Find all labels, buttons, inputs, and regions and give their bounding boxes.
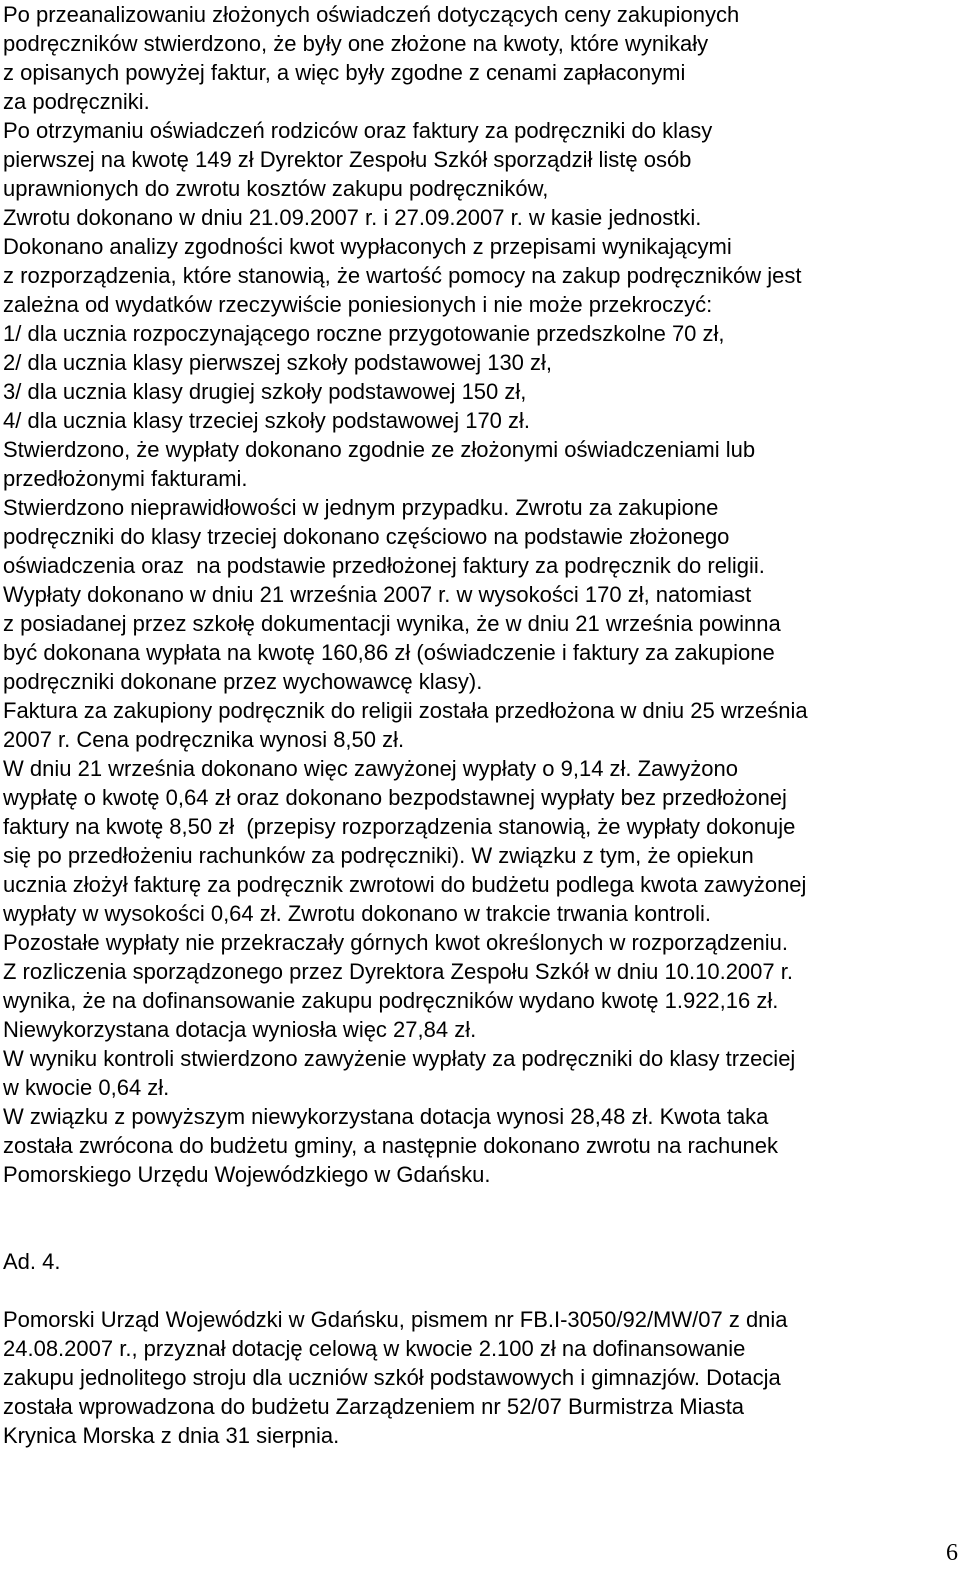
text-line: uprawnionych do zwrotu kosztów zakupu podręczników,: [3, 176, 549, 201]
blank-line: [3, 1189, 953, 1218]
text-line: 3/ dla ucznia klasy drugiej szkoły podstawowej 150 zł,: [3, 379, 527, 404]
text-line: Krynica Morska z dnia 31 sierpnia.: [3, 1423, 340, 1448]
document-body: [3, 0, 953, 1450]
text-line: faktury na kwotę 8,50 zł (przepisy rozporządzenia stanowią, że wypłaty dokonuje: [3, 814, 796, 839]
text-line: przedłożonymi fakturami.: [3, 466, 248, 491]
text-line: z posiadanej przez szkołę dokumentacji wynika, że w dniu 21 września powinna: [3, 611, 781, 636]
text-line: 4/ dla ucznia klasy trzeciej szkoły podstawowej 170 zł.: [3, 408, 531, 433]
text-line: Zwrotu dokonano w dniu 21.09.2007 r. i 27.09.2007 r. w kasie jednostki.: [3, 205, 702, 230]
text-line: Stwierdzono nieprawidłowości w jednym przypadku. Zwrotu za zakupione: [3, 495, 719, 520]
text-line: Z rozliczenia sporządzonego przez Dyrektora Zespołu Szkół w dniu 10.10.2007 r.: [3, 959, 793, 984]
text-line: Po otrzymaniu oświadczeń rodziców oraz faktury za podręczniki do klasy: [3, 118, 713, 143]
blank-line: [3, 1218, 953, 1247]
section-heading: Ad. 4.: [3, 1249, 61, 1274]
text-line: Dokonano analizy zgodności kwot wypłaconych z przepisami wynikającymi: [3, 234, 732, 259]
text-line: została zwrócona do budżetu gminy, a następnie dokonano zwrotu na rachunek: [3, 1133, 778, 1158]
text-line: wypłatę o kwotę 0,64 zł oraz dokonano bezpodstawnej wypłaty bez przedłożonej: [3, 785, 787, 810]
text-line: Po przeanalizowaniu złożonych oświadczeń dotyczących ceny zakupionych: [3, 2, 740, 27]
text-line: 1/ dla ucznia rozpoczynającego roczne przygotowanie przedszkolne 70 zł,: [3, 321, 725, 346]
blank-line: [3, 1276, 953, 1305]
text-line: Faktura za zakupiony podręcznik do religii została przedłożona w dniu 25 września: [3, 698, 808, 723]
text-line: została wprowadzona do budżetu Zarządzeniem nr 52/07 Burmistrza Miasta: [3, 1394, 745, 1419]
text-line: 2007 r. Cena podręcznika wynosi 8,50 zł.: [3, 727, 405, 752]
text-line: Pomorski Urząd Wojewódzki w Gdańsku, pismem nr FB.I-3050/92/MW/07 z dnia: [3, 1307, 788, 1332]
text-line: być dokonana wypłata na kwotę 160,86 zł (oświadczenie i faktury za zakupione: [3, 640, 775, 665]
text-line: podręczników stwierdzono, że były one złożone na kwoty, które wynikały: [3, 31, 709, 56]
text-line: Pomorskiego Urzędu Wojewódzkiego w Gdańsku.: [3, 1162, 491, 1187]
text-line: oświadczenia oraz na podstawie przedłożonej faktury za podręcznik do religii.: [3, 553, 765, 578]
text-line: zależna od wydatków rzeczywiście poniesionych i nie może przekroczyć:: [3, 292, 713, 317]
text-line: Stwierdzono, że wypłaty dokonano zgodnie ze złożonymi oświadczeniami lub: [3, 437, 756, 462]
text-line: się po przedłożeniu rachunków za podręczniki). W związku z tym, że opiekun: [3, 843, 754, 868]
text-line: wypłaty w wysokości 0,64 zł. Zwrotu dokonano w trakcie trwania kontroli.: [3, 901, 711, 926]
text-line: podręczniki do klasy trzeciej dokonano częściowo na podstawie złożonego: [3, 524, 730, 549]
text-line: W związku z powyższym niewykorzystana dotacja wynosi 28,48 zł. Kwota taka: [3, 1104, 769, 1129]
text-line: 2/ dla ucznia klasy pierwszej szkoły podstawowej 130 zł,: [3, 350, 553, 375]
text-line: ucznia złożył fakturę za podręcznik zwrotowi do budżetu podlega kwota zawyżonej: [3, 872, 807, 897]
text-line: z opisanych powyżej faktur, a więc były zgodne z cenami zapłaconymi: [3, 60, 686, 85]
text-line: Niewykorzystana dotacja wyniosła więc 27,84 zł.: [3, 1017, 477, 1042]
text-line: zakupu jednolitego stroju dla uczniów szkół podstawowych i gimnazjów. Dotacja: [3, 1365, 781, 1390]
text-line: za podręczniki.: [3, 89, 150, 114]
text-line: w kwocie 0,64 zł.: [3, 1075, 170, 1100]
text-line: wynika, że na dofinansowanie zakupu podręczników wydano kwotę 1.922,16 zł.: [3, 988, 779, 1013]
text-line: pierwszej na kwotę 149 zł Dyrektor Zespołu Szkół sporządził listę osób: [3, 147, 692, 172]
text-line: podręczniki dokonane przez wychowawcę klasy).: [3, 669, 483, 694]
text-line: z rozporządzenia, które stanowią, że wartość pomocy na zakup podręczników jest: [3, 263, 802, 288]
page-number: 6: [946, 1540, 958, 1566]
text-line: W dniu 21 września dokonano więc zawyżonej wypłaty o 9,14 zł. Zawyżono: [3, 756, 738, 781]
text-line: 24.08.2007 r., przyznał dotację celową w kwocie 2.100 zł na dofinansowanie: [3, 1336, 746, 1361]
text-line: Pozostałe wypłaty nie przekraczały górnych kwot określonych w rozporządzeniu.: [3, 930, 789, 955]
text-line: Wypłaty dokonano w dniu 21 września 2007 r. w wysokości 170 zł, natomiast: [3, 582, 752, 607]
text-line: W wyniku kontroli stwierdzono zawyżenie wypłaty za podręczniki do klasy trzeciej: [3, 1046, 796, 1071]
